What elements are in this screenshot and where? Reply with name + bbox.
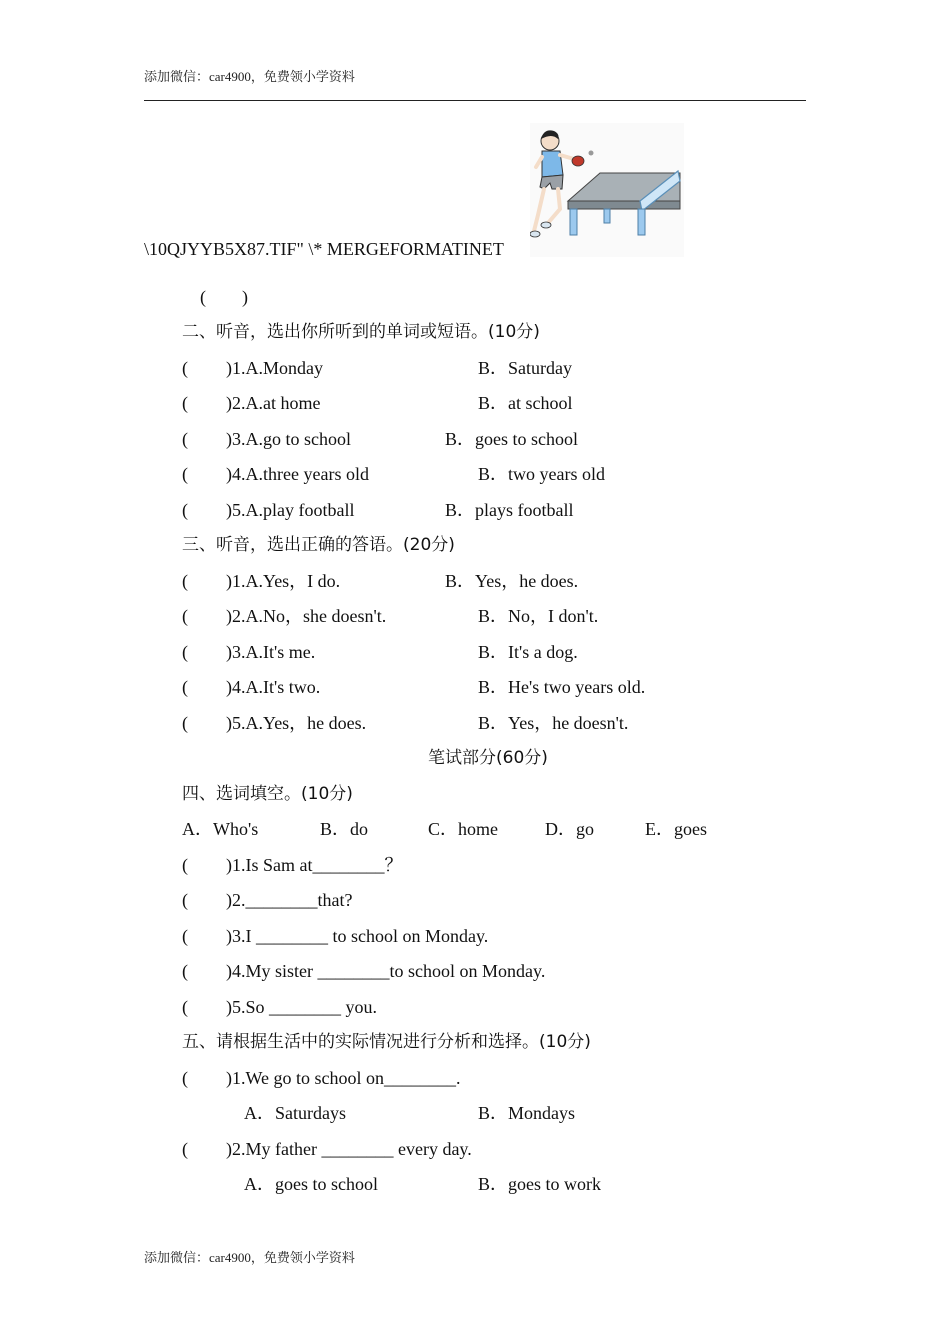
s2-q4-option-b: B．two years old bbox=[478, 464, 605, 484]
s4-word-option-a: A．Who's bbox=[182, 819, 259, 839]
s4-word-option-b: B．do bbox=[320, 819, 369, 839]
s2-q2-option-a: )2.A.at home bbox=[226, 393, 321, 413]
s2-q3-open-paren: ( bbox=[182, 429, 188, 449]
s4-q3-open-paren: ( bbox=[182, 926, 188, 946]
s2-q2-open-paren: ( bbox=[182, 393, 188, 413]
s3-q1-option-a: )1.A.Yes，I do. bbox=[226, 571, 341, 591]
s3-q1-option-b: B．Yes，he does. bbox=[445, 571, 579, 591]
s4-q4-open-paren: ( bbox=[182, 961, 188, 981]
s3-q2-open-paren: ( bbox=[182, 606, 188, 626]
s2-q5-open-paren: ( bbox=[182, 500, 188, 520]
image-answer-paren: ( ) bbox=[200, 287, 248, 307]
boy-playing-table-tennis-icon bbox=[530, 123, 684, 257]
s4-word-option-d: D．go bbox=[545, 819, 594, 839]
s2-q3-option-b: B．goes to school bbox=[445, 429, 578, 449]
s3-q4-option-b: B．He's two years old. bbox=[478, 677, 646, 697]
section-4-title: 四、选词填空。(10分) bbox=[182, 784, 353, 804]
s5-q2-option-a: A．goes to school bbox=[244, 1174, 378, 1194]
s3-q3-option-a: )3.A.It's me. bbox=[226, 642, 316, 662]
s3-q5-option-b: B．Yes，he doesn't. bbox=[478, 713, 629, 733]
s5-q1-option-a: A．Saturdays bbox=[244, 1103, 346, 1123]
s4-q4-text: )4.My sister ________to school on Monday. bbox=[226, 961, 546, 981]
s3-q3-option-b: B．It's a dog. bbox=[478, 642, 578, 662]
table-tennis-illustration bbox=[530, 123, 684, 257]
page-footer: 添加微信：car4900，免费领小学资料 bbox=[144, 1250, 355, 1265]
s3-q2-option-a: )2.A.No，she doesn't. bbox=[226, 606, 387, 626]
s4-q1-open-paren: ( bbox=[182, 855, 188, 875]
field-code-text: \10QJYYB5X87.TIF" \* MERGEFORMATINET bbox=[144, 239, 504, 259]
s2-q3-option-a: )3.A.go to school bbox=[226, 429, 351, 449]
section-5-title: 五、请根据生活中的实际情况进行分析和选择。(10分) bbox=[182, 1032, 591, 1052]
s4-q2-open-paren: ( bbox=[182, 890, 188, 910]
s3-q4-option-a: )4.A.It's two. bbox=[226, 677, 321, 697]
s4-word-option-e: E．goes bbox=[645, 819, 707, 839]
written-part-title: 笔试部分(60分) bbox=[428, 748, 548, 768]
s5-q1-option-b: B．Mondays bbox=[478, 1103, 576, 1123]
section-3-title: 三、听音，选出正确的答语。(20分) bbox=[182, 535, 455, 555]
s3-q4-open-paren: ( bbox=[182, 677, 188, 697]
s5-q2-option-b: B．goes to work bbox=[478, 1174, 601, 1194]
s2-q2-option-b: B．at school bbox=[478, 393, 573, 413]
s3-q2-option-b: B．No，I don't. bbox=[478, 606, 599, 626]
s3-q5-open-paren: ( bbox=[182, 713, 188, 733]
s2-q5-option-b: B．plays football bbox=[445, 500, 574, 520]
s2-q1-option-a: )1.A.Monday bbox=[226, 358, 323, 378]
s4-q3-text: )3.I ________ to school on Monday. bbox=[226, 926, 489, 946]
s4-q5-text: )5.So ________ you. bbox=[226, 997, 378, 1017]
s5-q1-open-paren: ( bbox=[182, 1068, 188, 1088]
s3-q3-open-paren: ( bbox=[182, 642, 188, 662]
s2-q4-open-paren: ( bbox=[182, 464, 188, 484]
s2-q4-option-a: )4.A.three years old bbox=[226, 464, 369, 484]
s4-q1-text: )1.Is Sam at________？ bbox=[226, 855, 403, 875]
s4-q2-text: )2.________that? bbox=[226, 890, 353, 910]
s5-q2-text: )2.My father ________ every day. bbox=[226, 1139, 472, 1159]
page-header: 添加微信：car4900，免费领小学资料 bbox=[144, 69, 355, 84]
s4-word-option-c: C．home bbox=[428, 819, 498, 839]
s5-q1-text: )1.We go to school on________. bbox=[226, 1068, 461, 1088]
s2-q1-open-paren: ( bbox=[182, 358, 188, 378]
s5-q2-open-paren: ( bbox=[182, 1139, 188, 1159]
s3-q1-open-paren: ( bbox=[182, 571, 188, 591]
header-rule bbox=[144, 100, 806, 101]
s2-q1-option-b: B．Saturday bbox=[478, 358, 572, 378]
s4-q5-open-paren: ( bbox=[182, 997, 188, 1017]
section-2-title: 二、听音，选出你所听到的单词或短语。(10分) bbox=[182, 322, 540, 342]
s2-q5-option-a: )5.A.play football bbox=[226, 500, 355, 520]
s3-q5-option-a: )5.A.Yes，he does. bbox=[226, 713, 367, 733]
